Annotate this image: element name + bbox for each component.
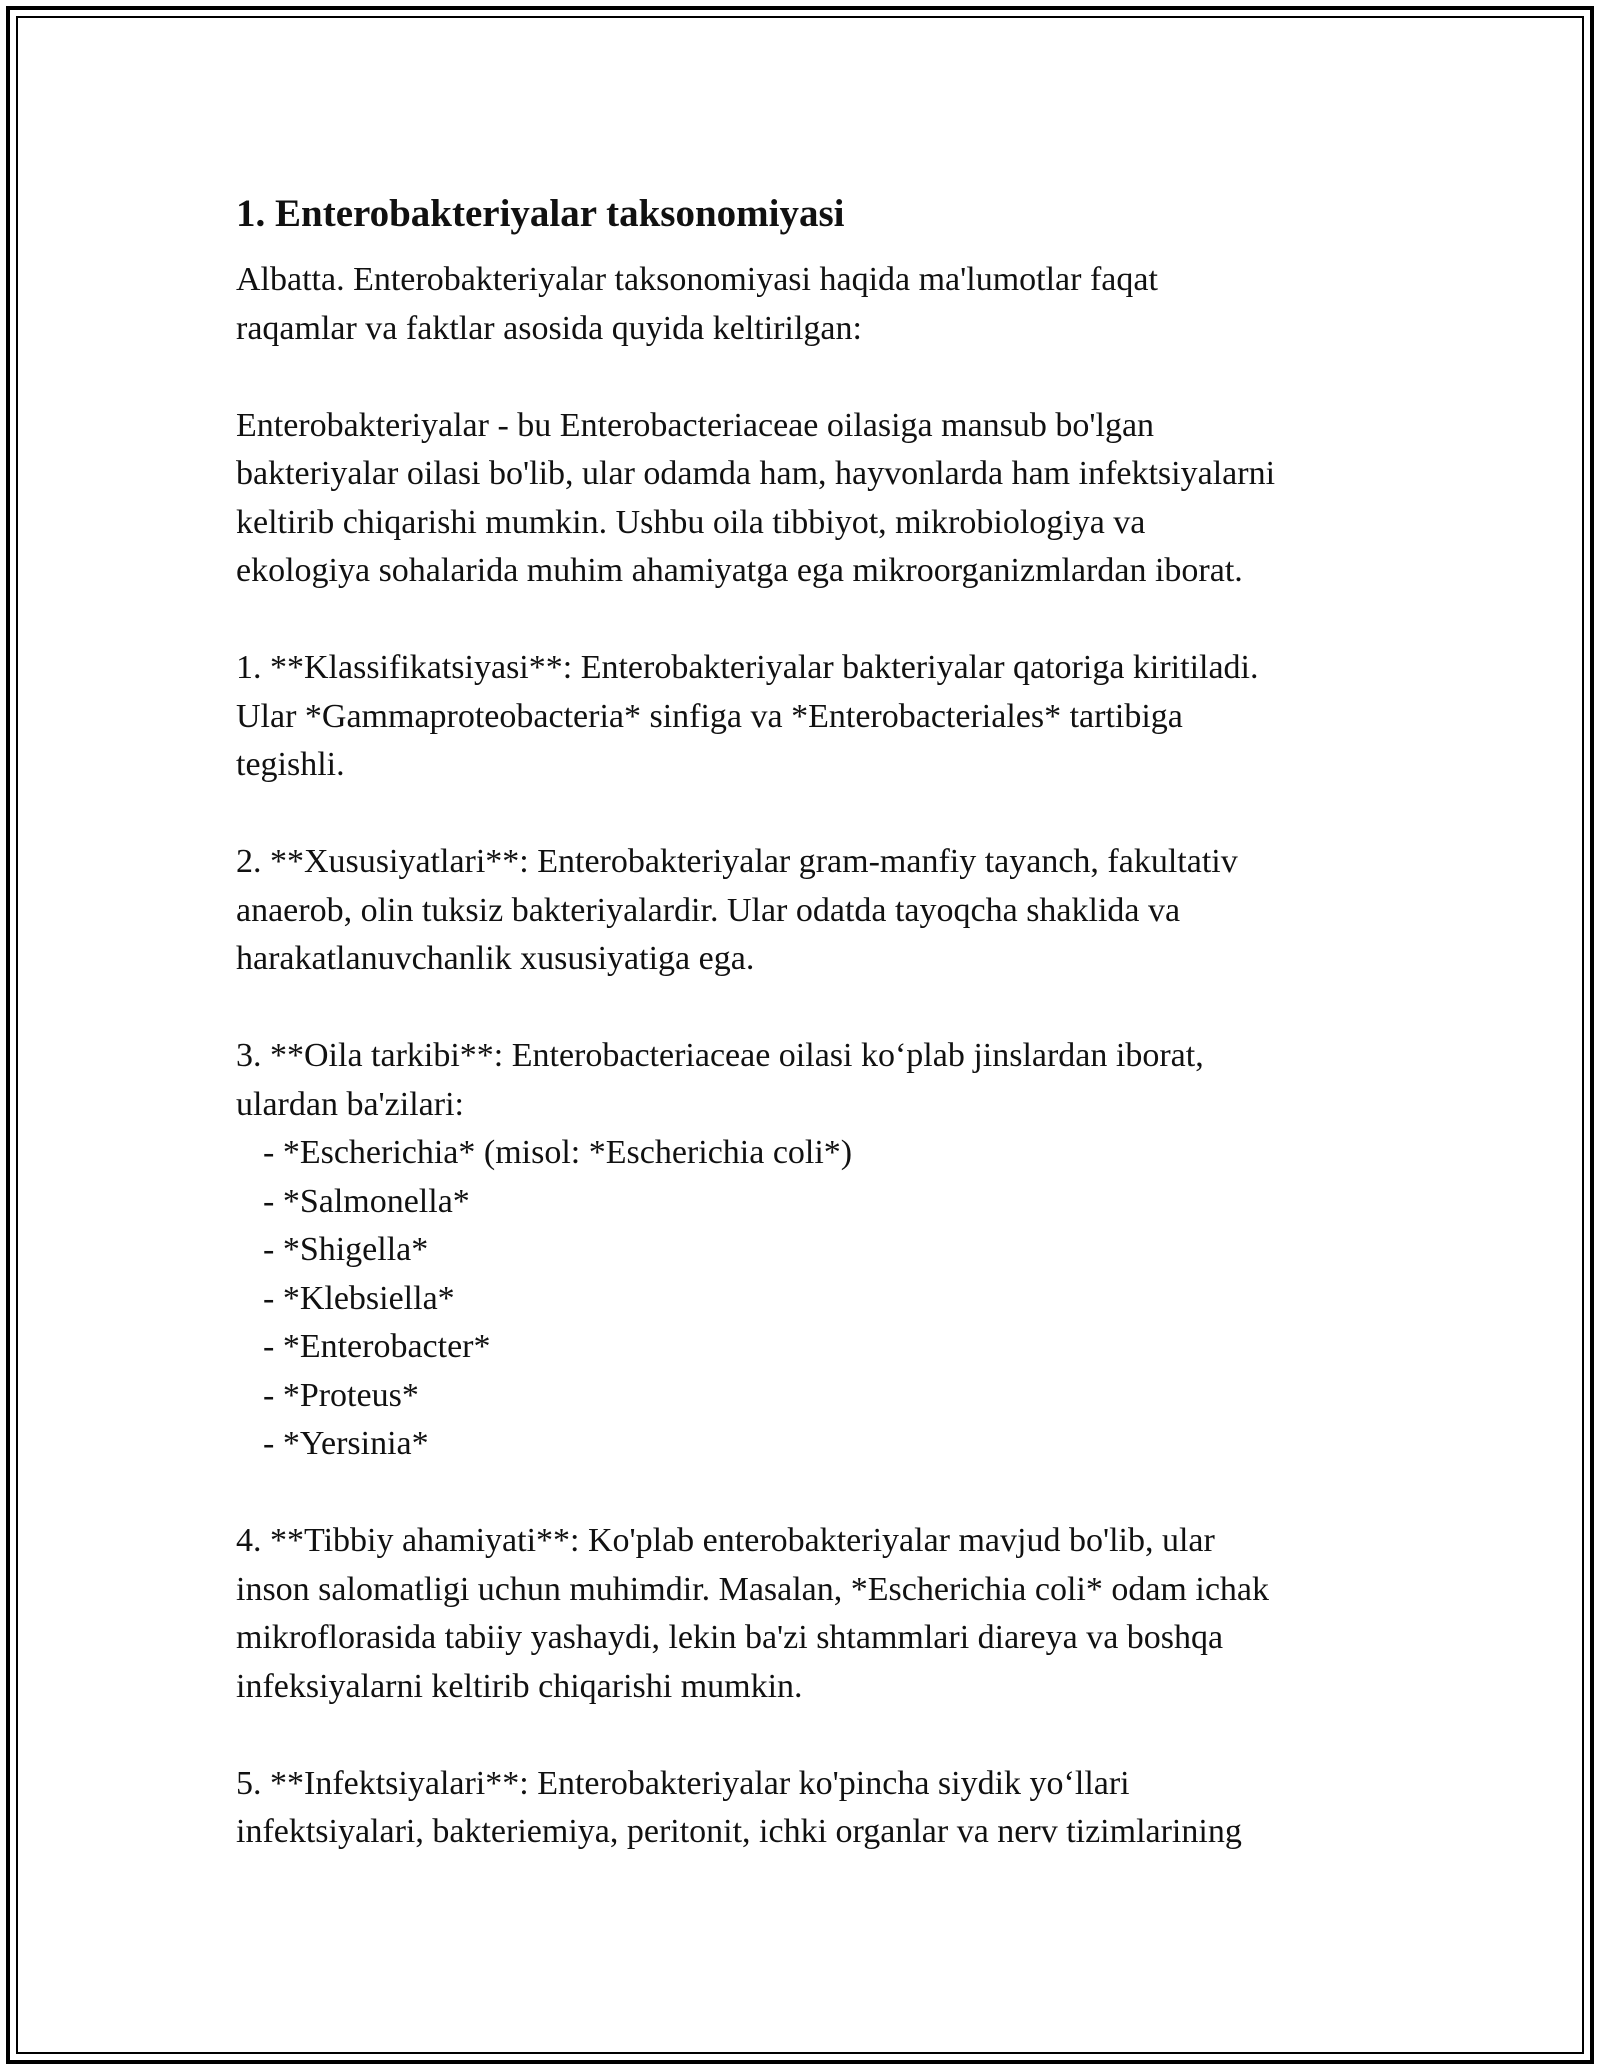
genus-list-item: - *Salmonella* (263, 1182, 470, 1220)
genus-list-item: - *Enterobacter* (263, 1328, 491, 1365)
medical-significance-line: inson salomatligi uchun muhimdir. Masalan, *Escherichia coli* odam ichak (236, 1570, 1269, 1608)
properties-line: anaerob, olin tuksiz bakteriyalardir. Ular odatda tayoqcha shaklida va (236, 891, 1181, 929)
document-title: 1. Enterobakteriyalar taksonomiyasi (236, 192, 845, 235)
overview-line: ekologiya sohalarida muhim ahamiyatga ega mikroorganizmlardan iborat. (236, 552, 1243, 589)
genus-list-item: - *Escherichia* (misol: *Escherichia coli*) (263, 1134, 853, 1171)
document-body (236, 188, 1376, 1857)
classification-section (236, 644, 1376, 790)
medical-significance-section (236, 1517, 1376, 1711)
family-composition-line: ulardan ba'zilari: (236, 1085, 464, 1123)
overview-paragraph (236, 402, 1376, 596)
genus-list-item: - *Klebsiella* (263, 1279, 455, 1317)
overview-line: Enterobakteriyalar - bu Enterobacteriaceae oilasiga mansub bo'lgan (236, 406, 1155, 444)
medical-significance-line: 4. **Tibbiy ahamiyati**: Ko'plab enterobakteriyalar mavjud bo'lib, ular (236, 1522, 1215, 1559)
intro-line: Albatta. Enterobakteriyalar taksonomiyasi haqida ma'lumotlar faqat (236, 261, 1158, 298)
genus-list-item: - *Yersinia* (263, 1425, 429, 1462)
intro-line: raqamlar va faktlar asosida quyida keltirilgan: (236, 309, 862, 347)
medical-significance-line: mikroflorasida tabiiy yashaydi, lekin ba'zi shtammlari diareya va boshqa (236, 1619, 1224, 1656)
classification-line: tegishli. (236, 746, 345, 783)
infections-section (236, 1760, 1376, 1857)
overview-line: bakteriyalar oilasi bo'lib, ular odamda ham, hayvonlarda ham infektsiyalarni (236, 455, 1276, 492)
family-composition-section (236, 1032, 1376, 1469)
properties-line: 2. **Xususiyatlari**: Enterobakteriyalar gram-manfiy tayanch, fakultativ (236, 843, 1238, 880)
medical-significance-line: infeksiyalarni keltirib chiqarishi mumkin. (236, 1667, 803, 1705)
genus-list-item: - *Shigella* (263, 1231, 429, 1268)
intro-paragraph (236, 256, 1376, 353)
family-composition-line: 3. **Oila tarkibi**: Enterobacteriaceae oilasi ko‘plab jinslardan iborat, (236, 1037, 1204, 1074)
overview-line: keltirib chiqarishi mumkin. Ushbu oila tibbiyot, mikrobiologiya va (236, 503, 1146, 541)
genus-list-item: - *Proteus* (263, 1376, 419, 1414)
classification-line: Ular *Gammaproteobacteria* sinfiga va *Enterobacteriales* tartibiga (236, 697, 1183, 735)
classification-line: 1. **Klassifikatsiyasi**: Enterobakteriyalar bakteriyalar qatoriga kiritiladi. (236, 649, 1259, 686)
properties-line: harakatlanuvchanlik xususiyatiga ega. (236, 940, 755, 977)
infections-line: infektsiyalari, bakteriemiya, peritonit, ichki organlar va nerv tizimlarining (236, 1813, 1242, 1850)
infections-line: 5. **Infektsiyalari**: Enterobakteriyalar ko'pincha siydik yo‘llari (236, 1764, 1130, 1802)
properties-section (236, 838, 1376, 984)
